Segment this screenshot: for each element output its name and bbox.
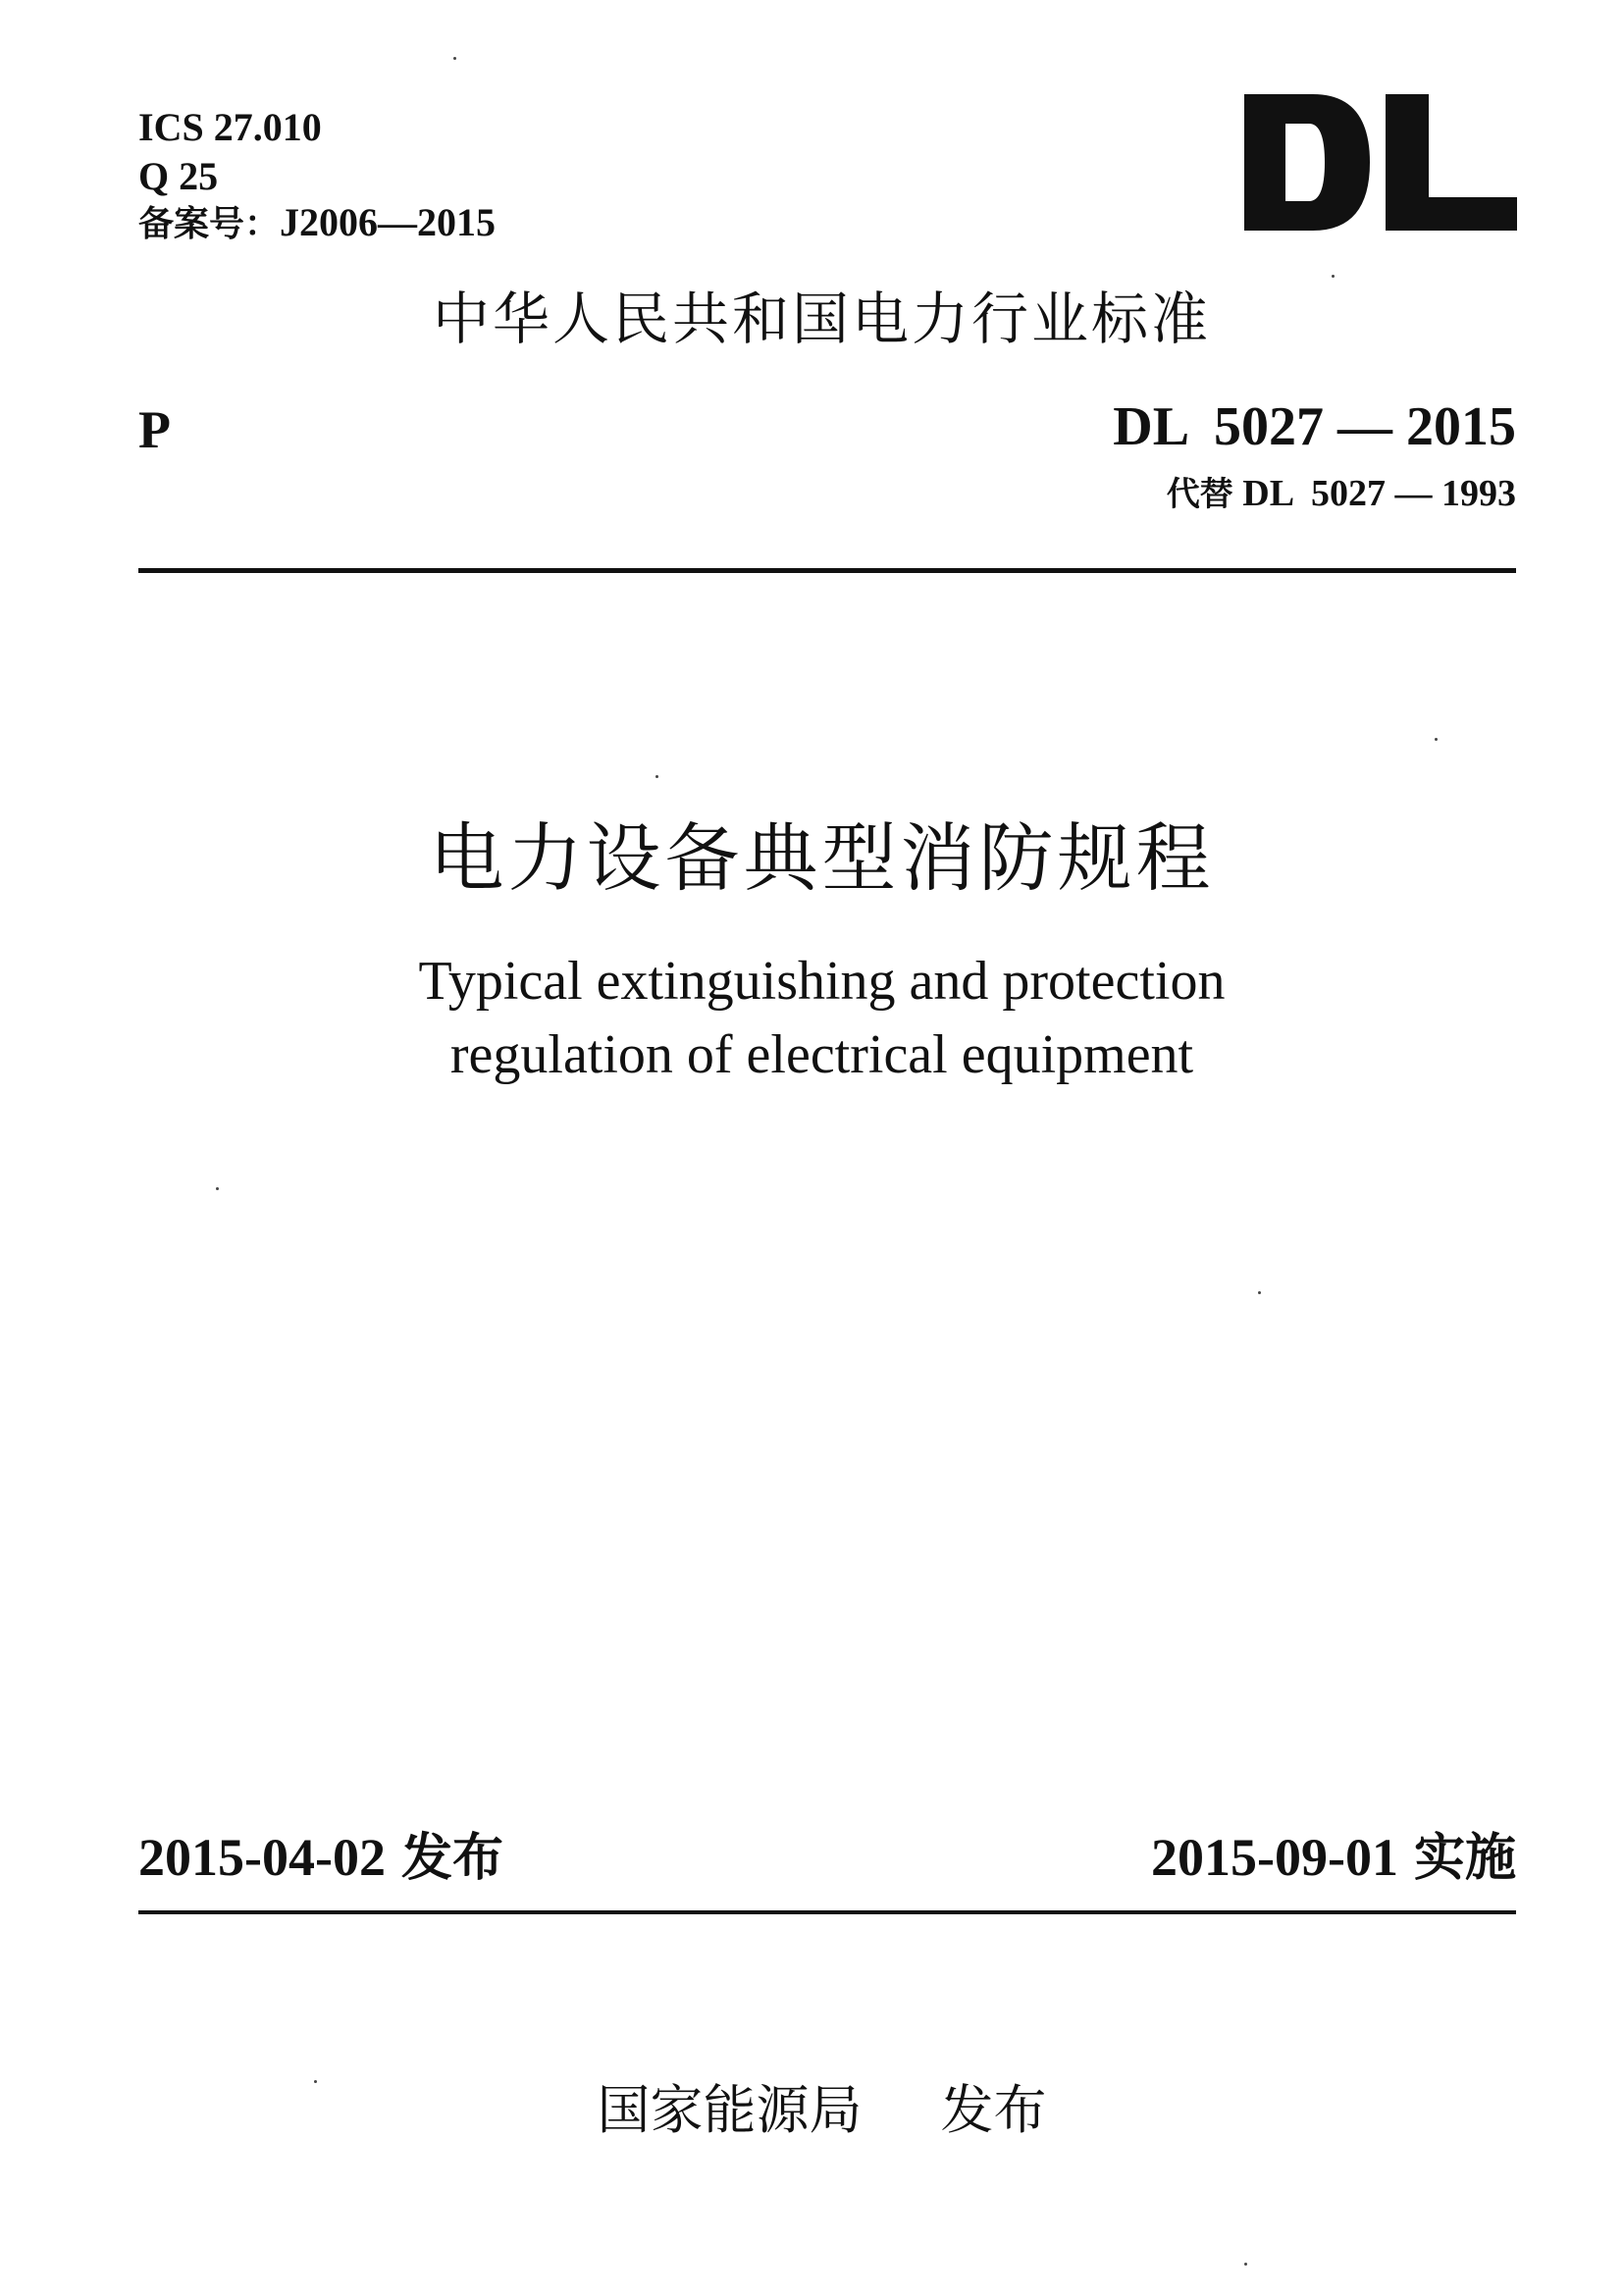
record-number-line — [138, 199, 496, 248]
record-number-value: J2006—2015 — [280, 200, 497, 244]
document-title-english-line1: Typical extinguishing and protection — [418, 951, 1226, 1012]
dl-logo — [1244, 94, 1517, 231]
scan-speck — [1244, 2263, 1247, 2266]
scan-speck — [216, 1187, 219, 1190]
replaces-label: 代替 — [1166, 475, 1233, 514]
record-number-label: 备案号： — [138, 204, 281, 244]
scan-speck — [1332, 275, 1335, 278]
footer-divider — [138, 1910, 1516, 1914]
classification-letter: P — [138, 400, 171, 459]
ics-code: ICS 27.010 — [138, 105, 322, 149]
scan-speck — [453, 57, 456, 60]
ccs-code: Q 25 — [138, 154, 219, 198]
standard-number: DL 5027 — 2015 — [1113, 396, 1516, 457]
scan-speck — [1435, 738, 1438, 741]
document-title-english-line2: regulation of electrical equipment — [449, 1024, 1194, 1085]
replaces-line — [1167, 471, 1516, 517]
effective-date: 2015-09-01 — [1151, 1828, 1398, 1887]
scan-speck — [655, 775, 658, 778]
scan-speck — [314, 2080, 317, 2083]
issue-date-line — [138, 1825, 503, 1891]
effective-label: 实施 — [1413, 1829, 1516, 1888]
header-divider — [138, 568, 1516, 573]
document-title-chinese: 电力设备典型消防规程 — [429, 814, 1215, 902]
replaces-number: DL 5027 — 1993 — [1232, 473, 1516, 514]
publisher-line — [0, 2078, 1624, 2143]
publisher-action: 发布 — [940, 2079, 1047, 2141]
scan-speck — [1258, 1291, 1261, 1294]
standard-category-heading: 中华人民共和国电力行业标准 — [432, 286, 1211, 352]
issue-label: 发布 — [400, 1829, 503, 1888]
effective-date-line — [1151, 1825, 1516, 1891]
publisher-name: 国家能源局 — [597, 2079, 863, 2141]
issue-date: 2015-04-02 — [138, 1828, 386, 1887]
